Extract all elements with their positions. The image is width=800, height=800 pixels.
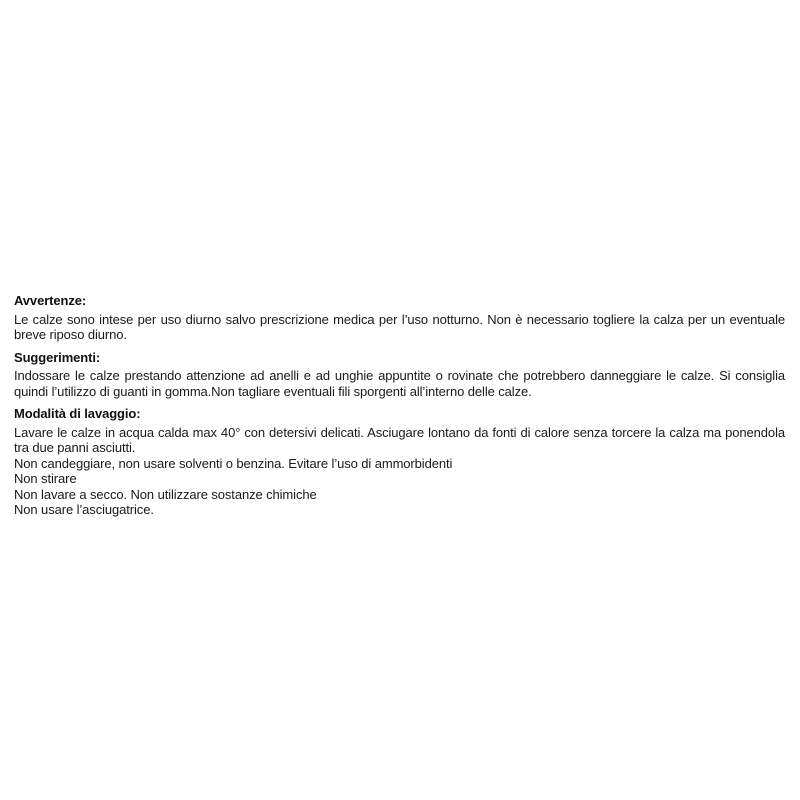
section-heading: Avvertenze:	[14, 293, 87, 308]
section-paragraph: Non lavare a secco. Non utilizzare sostanze chimiche	[14, 486, 317, 502]
section-modalita-di-lavaggio	[14, 406, 785, 518]
section-paragraph: Non candeggiare, non usare solventi o benzina. Evitare l’uso di ammorbidenti	[14, 455, 453, 471]
care-instructions-document	[14, 293, 785, 525]
section-paragraph: Le calze sono intese per uso diurno salvo prescrizione medica per l’uso notturno. Non è necessario togliere la calza per un eventuale breve riposo diurno.	[14, 311, 785, 342]
section-paragraph: Indossare le calze prestando attenzione ad anelli e ad unghie appuntite o rovinate che potrebbero danneggiare le calze. Si consiglia quindi l’utilizzo di guanti in gomma.Non tagliare eventuali fili sporgenti all’interno delle calze.	[14, 368, 785, 399]
section-paragraph: Non usare l’asciugatrice.	[14, 502, 154, 517]
section-paragraph: Lavare le calze in acqua calda max 40° con detersivi delicati. Asciugare lontano da fonti di calore senza torcere la calza ma ponendola tra due panni asciutti.	[14, 424, 785, 455]
section-heading: Suggerimenti:	[14, 349, 101, 365]
section-suggerimenti	[14, 350, 785, 400]
section-paragraph: Non stirare	[14, 471, 77, 486]
section-heading: Modalità di lavaggio:	[14, 406, 141, 421]
section-avvertenze	[14, 293, 785, 343]
